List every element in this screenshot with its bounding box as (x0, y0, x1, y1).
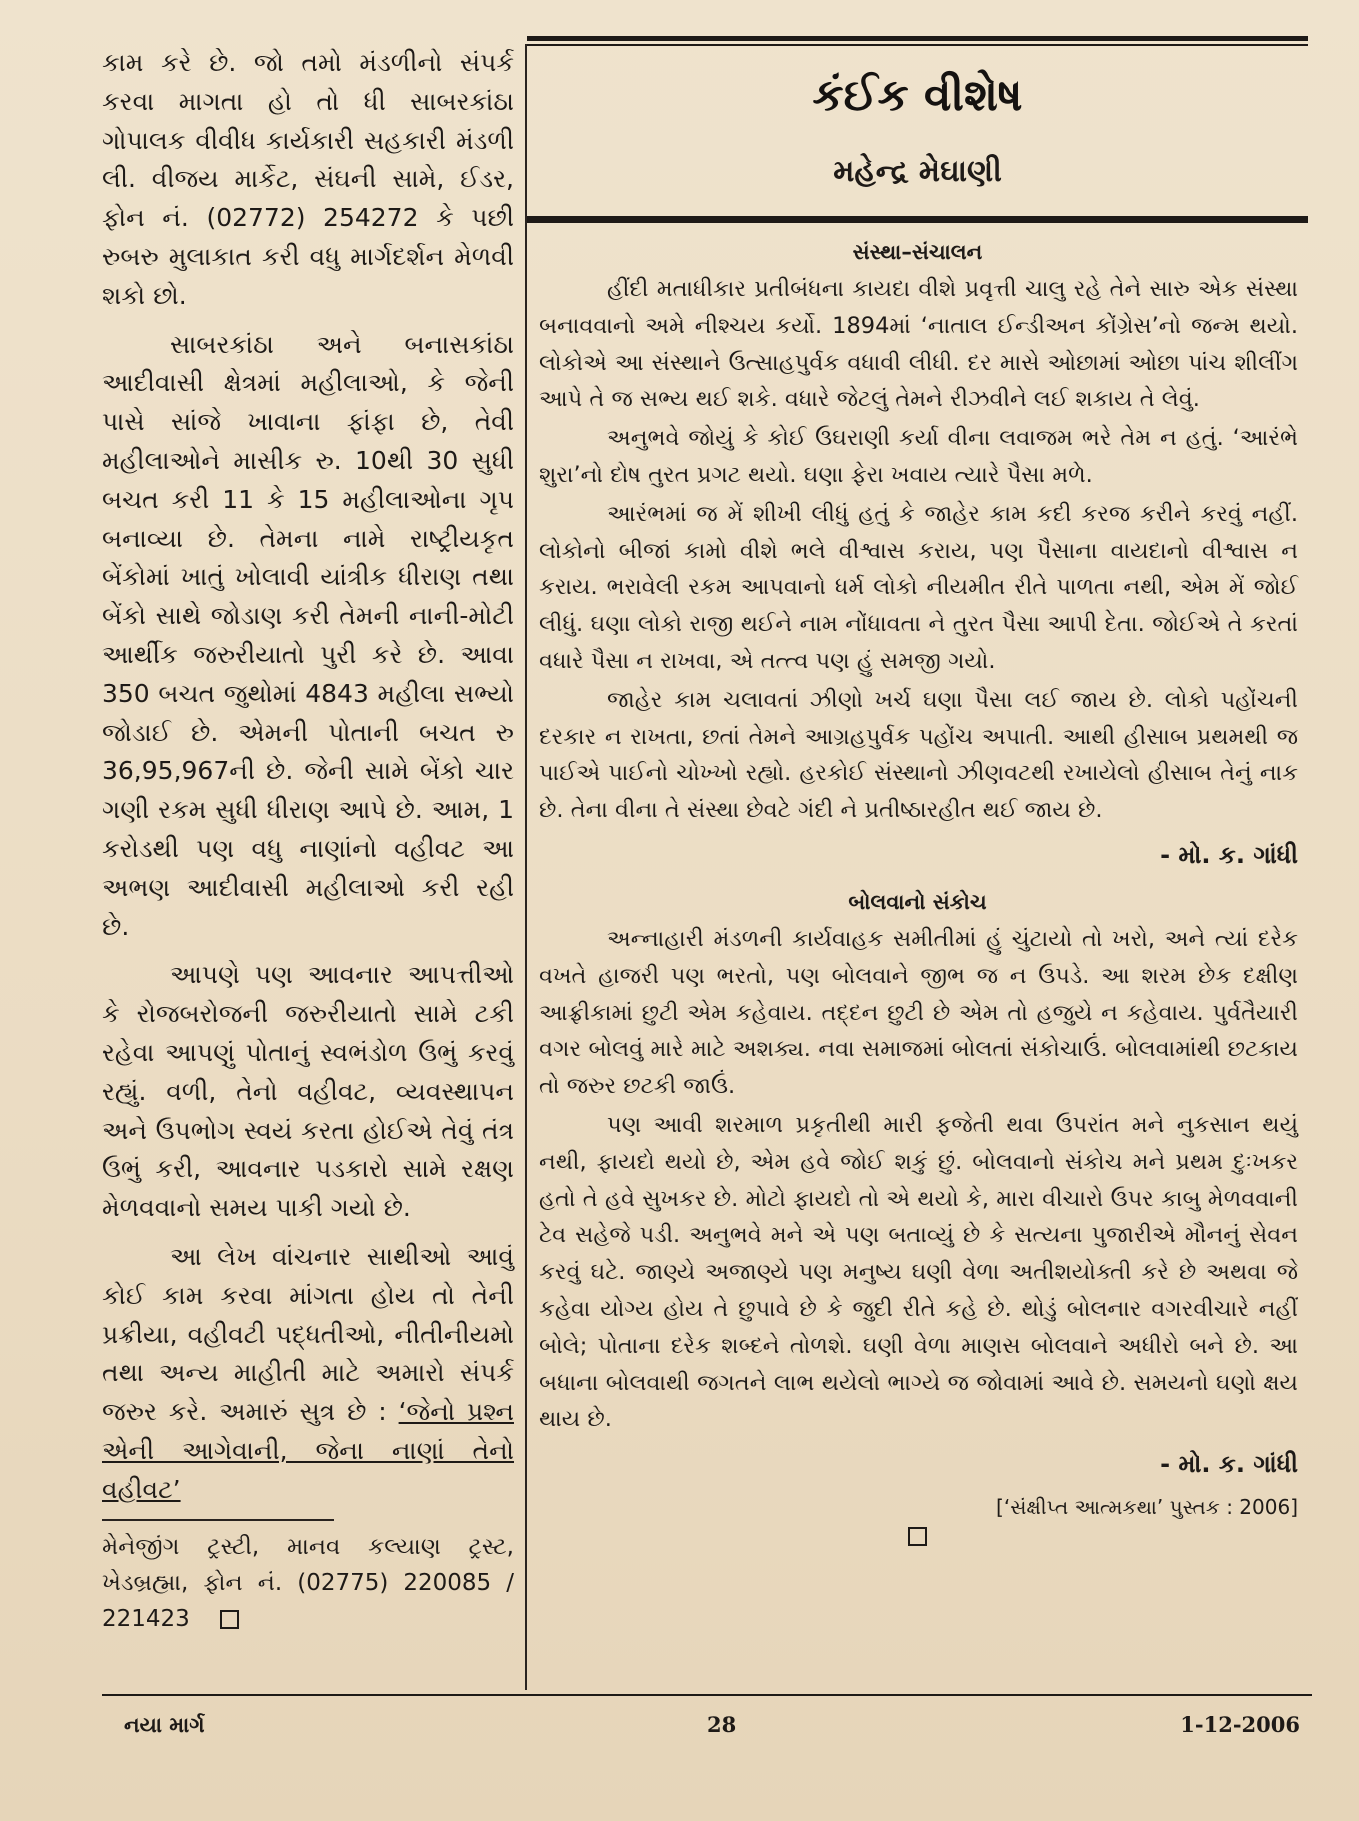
left-paragraph-2: સાબરકાંઠા અને બનાસકાંઠા આદીવાસી ક્ષેત્રમાં મહીલાઓ, કે જેની પાસે સાંજે ખાવાના ફાંફા છે, તેવી મહીલાઓને માસીક રુ. 10થી 30 સુધી બચત કરી 11 કે 15 મહીલાઓના ગૃપ બનાવ્યા છે. તેમના નામે રાષ્ટ્રીયકૃત બેંકોમાં ખાતું ખોલાવી યાંત્રીક ધીરાણ તથા બેંકો સાથે જોડાણ કરી તેમની નાની-મોટી આર્થીક જરુરીયાતો પુરી કરે છે. આવા 350 બચત જુથોમાં 4843 મહીલા સભ્યો જોડાઈ છે. એમની પોતાની બચત રુ 36,95,967ની છે. જેની સામે બેંકો ચાર ગણી રકમ સુધી ધીરાણ આપે છે. આમ, 1 કરોડથી પણ વધુ નાણાંનો વહીવટ આ અભણ આદીવાસી મહીલાઓ કરી રહી છે. (102, 329, 514, 941)
motto: ‘જેનો પ્રશ્ન એની આગેવાની, જેના નાણાં તેનો વહીવટ’ (102, 1397, 514, 1504)
section-2-source: [‘સંક્ષીપ્ત આત્મકથા’ પુસ્તક : 2006] (996, 1495, 1298, 1520)
section-2-paragraph-2: પણ આવી શરમાળ પ્રકૃતીથી મારી ફજેતી થવા ઉપરાંત મને નુકસાન થયું નથી, ફાયદો થયો છે, એમ હવે જોઈ શકું છું. બોલવાનો સંકોચ મને પ્રથમ દુઃખકર હતો તે હવે સુખકર છે. મોટો ફાયદો તો એ થયો કે, મારા વીચારો ઉપર કાબુ મેળવવાની ટેવ સહેજે પડી. અનુભવે મને એ પણ બતાવ્યું છે કે સત્યના પુજારીએ મૌનનું સેવન કરવું ઘટે. જાણ્યે અજાણ્યે પણ મનુષ્ય ઘણી વેળા અતીશયોક્તી કરે છે અથવા જે કહેવા યોગ્ય હોય તે છુપાવે છે કે જુદી રીતે કહે છે. થોડું બોલનાર વગરવીચારે નહીં બોલે; પોતાના દરેક શબ્દને તોળશે. ઘણી વેળા માણસ બોલવાને અધીરો બને છે. આ બધાના બોલવાથી જગતને લાભ થયેલો ભાગ્યે જ જોવામાં આવે છે. સમયનો ઘણો ક્ષય થાય છે. (539, 1111, 1298, 1433)
article-author: મહેન્દ્ર મેઘાણી (833, 154, 1002, 189)
header-rule-bottom (527, 218, 1308, 223)
footer-page-number: 28 (707, 1712, 737, 1737)
left-paragraph-4-text: આ લેખ વાંચનાર સાથીઓ આવું કોઈ કામ કરવા માંગતા હોય તો તેની પ્રક્રીયા, વહીવટી પદ્ધતીઓ, નીતીનીયમો તથા અન્ય માહીતી માટે અમારો સંપર્ક જરુર કરે. અમારું સુત્ર છે : (102, 1241, 514, 1427)
section-1-paragraph-4: જાહેર કામ ચલાવતાં ઝીણો ખર્ચ ઘણા પૈસા લઈ જાય છે. લોકો પહોંચની દરકાર ન રાખતા, છતાં તેમને આગ્રહપુર્વક પહોંચ અપાતી. આથી હીસાબ પ્રથમથી જ પાઈએ પાઈનો ચોખ્ખો રહ્યો. હરકોઈ સંસ્થાનો ઝીણવટથી રખાયેલો હીસાબ તેનું નાક છે. તેના વીના તે સંસ્થા છેવટે ગંદી ને પ્રતીષ્ઠારહીત થઈ જાય છે. (539, 686, 1298, 824)
article-title: કંઈક વીશેષ (812, 70, 1023, 121)
section-2-attribution: - મો. ક. ગાંધી (1160, 1450, 1298, 1479)
end-mark-icon (908, 1527, 927, 1546)
section-2-heading: બોલવાનો સંકોચ (848, 889, 987, 914)
left-paragraph-4 (102, 1238, 514, 1510)
header-rule-top (527, 36, 1308, 41)
signature-text: મેનેજીંગ ટ્રસ્ટી, માનવ કલ્યાણ ટ્રસ્ટ, ખેડબ્રહ્મા, ફોન નં. (02775) 220085 / 221423 (102, 1534, 514, 1633)
article-column (527, 36, 1308, 1546)
header-rule-top-thin (527, 44, 1308, 46)
article-end (527, 1526, 1308, 1546)
left-paragraph-1: કામ કરે છે. જો તમો મંડળીનો સંપર્ક કરવા માગતા હો તો ધી સાબરકાંઠા ગોપાલક વીવીધ કાર્યકારી સહકારી મંડળી લી. વીજય માર્કેટ, સંઘની સામે, ઈડર, ફોન નં. (02772) 254272 કે પછી રુબરુ મુલાકાત કરી વધુ માર્ગદર્શન મેળવી શકો છો. (102, 48, 514, 310)
footer (102, 1706, 1312, 1746)
left-column (102, 44, 514, 1637)
signature-block (102, 1529, 514, 1637)
section-1-heading: સંસ્થા–સંચાલન (852, 240, 983, 264)
section-1-paragraph-2: અનુભવે જોયું કે કોઈ ઉઘરાણી કર્યા વીના લવાજમ ભરે તેમ ન હતું. ‘આરંભે શુરા’નો દોષ તુરત પ્રગટ થયો. ઘણા ફેરા ખવાય ત્યારે પૈસા મળે. (539, 425, 1298, 488)
footer-publication: નયા માર્ગ (124, 1712, 205, 1737)
left-paragraph-3: આપણે પણ આવનાર આપત્તીઓ કે રોજબરોજની જરુરીયાતો સામે ટકી રહેવા આપણું પોતાનું સ્વભંડોળ ઉભું કરવું રહ્યું. વળી, તેનો વહીવટ, વ્યવસ્થાપન અને ઉપભોગ સ્વયં કરતા હોઈએ તેવું તંત્ર ઉભું કરી, આવનાર પડકારો સામે રક્ષણ મેળવવાનો સમય પાકી ગયો છે. (102, 960, 514, 1223)
footer-date: 1-12-2006 (1180, 1712, 1300, 1737)
signature-rule (102, 1519, 334, 1521)
footer-rule (102, 1694, 1312, 1696)
section-1-paragraph-3: આરંભમાં જ મેં શીખી લીધું હતું કે જાહેર કામ કદી કરજ કરીને કરવું નહીં. લોકોનો બીજાં કામો વીશે ભલે વીશ્વાસ કરાય, પણ પૈસાના વાયદાનો વીશ્વાસ ન કરાય. ભરાવેલી રકમ આપવાનો ધર્મ લોકો નીયમીત રીતે પાળતા નથી, એમ મેં જોઈ લીધું. ઘણા લોકો રાજી થઈને નામ નોંધાવતા ને તુરત પૈસા આપી દેતા. જોઈએ તે કરતાં વધારે પૈસા ન રાખવા, એ તત્ત્વ પણ હું સમજી ગયો. (539, 500, 1298, 674)
section-1-attribution: - મો. ક. ગાંધી (1160, 840, 1298, 869)
section-2-paragraph-1: અન્નાહારી મંડળની કાર્યવાહક સમીતીમાં હું ચુંટાયો તો ખરો, અને ત્યાં દરેક વખતે હાજરી પણ ભરતો, પણ બોલવાને જીભ જ ન ઉપડે. આ શરમ છેક દક્ષીણ આફ્રીકામાં છુટી એમ કહેવાય. તદ્દન છુટી છે એમ તો હજુયે ન કહેવાય. પુર્વતૈયારી વગર બોલવું મારે માટે અશક્ય. નવા સમાજમાં બોલતાં સંકોચાઉં. બોલવામાંથી છટકાય તો જરુર છટકી જાઉં. (539, 925, 1298, 1100)
end-mark-icon (220, 1610, 239, 1629)
section-1-paragraph-1: હીંદી મતાધીકાર પ્રતીબંધના કાયદા વીશે પ્રવૃત્તી ચાલુ રહે તેને સારુ એક સંસ્થા બનાવવાનો અમે નીશ્ચય કર્યો. 1894માં ‘નાતાલ ઈન્ડીઅન કોંગ્રેસ’નો જન્મ થયો. લોકોએ આ સંસ્થાને ઉત્સાહપુર્વક વધાવી લીધી. દર માસે ઓછામાં ઓછા પાંચ શીલીંગ આપે તે જ સભ્ય થઈ શકે. વધારે જેટલું તેમને રીઝવીને લઈ શકાય તે લેવું. (539, 276, 1298, 413)
